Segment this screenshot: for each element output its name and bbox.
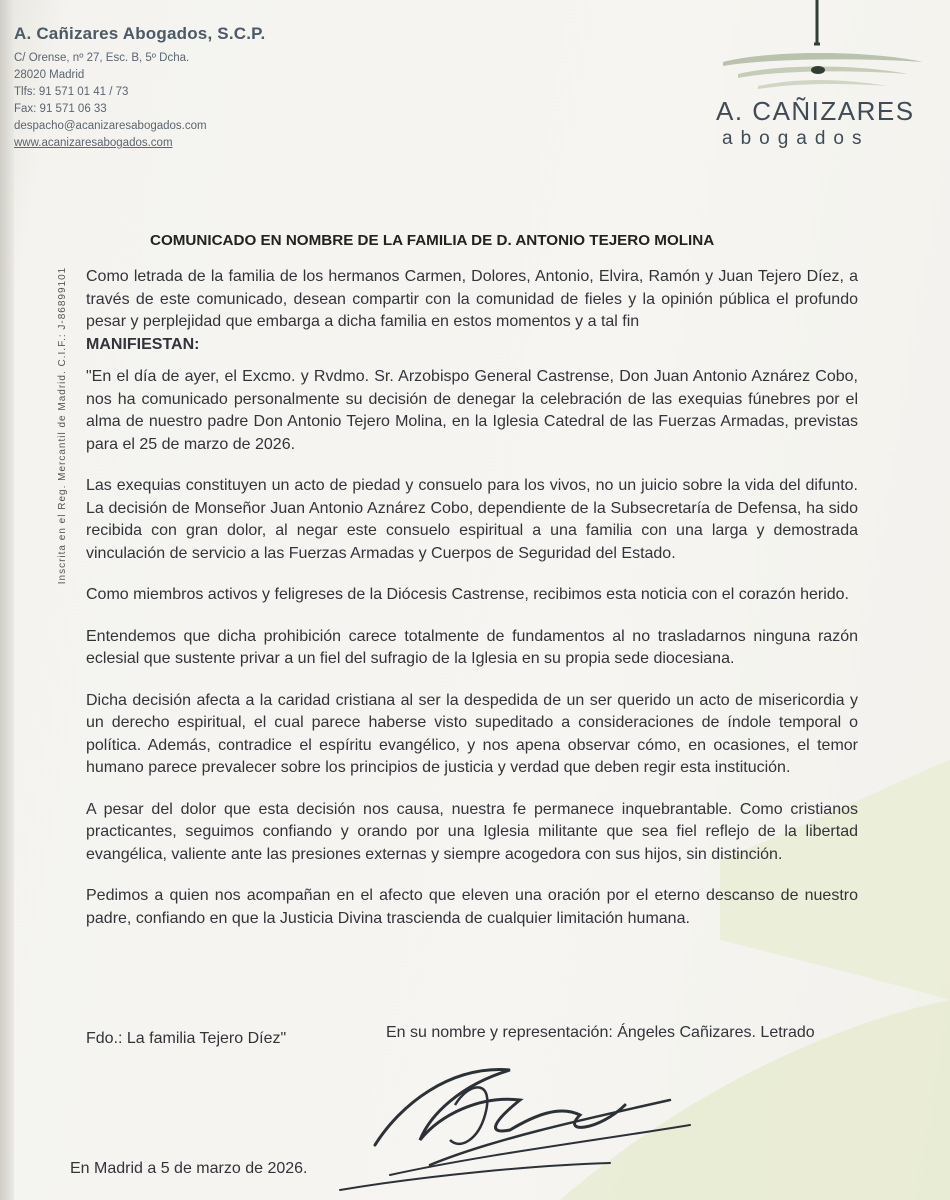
manifiestan-heading: MANIFIESTAN: (86, 335, 200, 353)
address-line-2: 28020 Madrid (14, 69, 85, 81)
representation-line: En su nombre y representación: Ángeles Cañizares. Letrado (386, 1024, 815, 1041)
website-link[interactable]: www.acanizaresabogados.com (14, 137, 173, 149)
phone-numbers: Tlfs: 91 571 01 41 / 73 (14, 86, 129, 98)
fax-number: Fax: 91 571 06 33 (14, 103, 107, 115)
body-paragraph: "En el día de ayer, el Excmo. y Rvdmo. Sr. Arzobispo General Castrense, Don Juan Antonio Aznárez Cobo, nos ha comunicado personalmente su decisión de denegar la celebración de las exequias fúnebres por el alma de nuestro padre Don Antonio Tejero Molina, en la Iglesia Catedral de las Fuerzas Armadas, previstas para el 25 de marzo de 2026. (86, 368, 858, 453)
logo-wordmark: A. CAÑIZARES (716, 96, 915, 126)
handwritten-signature-icon (280, 1045, 700, 1195)
body-paragraph: Como miembros activos y feligreses de la Diócesis Castrense, recibimos esta noticia con el corazón herido. (86, 586, 849, 603)
side-registration-text: Inscrita en el Reg. Mercantil de Madrid. C.I.F.: J-86899101 (57, 266, 69, 585)
document-title: COMUNICADO EN NOMBRE DE LA FAMILIA DE D. ANTONIO TEJERO MOLINA (150, 232, 715, 249)
document-body (86, 266, 858, 949)
intro-text: Como letrada de la familia de los hermanos Carmen, Dolores, Antonio, Elvira, Ramón y Juan Tejero Díez, a través de este comunicado, desean compartir con la comunidad de fieles y la opinión pública el profundo pesar y perplejidad que embarga a dicha familia en estos momentos y a tal fin (86, 268, 858, 330)
body-paragraph: Las exequias constituyen un acto de piedad y consuelo para los vivos, no un juicio sobre la vida del difunto. La decisión de Monseñor Juan Antonio Aznárez Cobo, dependiente de la Subsecretaría de Defensa, ha sido recibida con gran dolor, al negar este consuelo espiritual a una familia con una larga y demostrada vinculación de servicio a las Fuerzas Armadas y Cuerpos de Seguridad del Estado. (86, 477, 858, 562)
firm-name: A. Cañizares Abogados, S.C.P. (14, 24, 266, 43)
family-signature-line: Fdo.: La familia Tejero Díez" (86, 1030, 287, 1047)
email-address[interactable]: despacho@acanizaresabogados.com (14, 120, 207, 132)
intro-paragraph (86, 266, 858, 356)
body-paragraph: A pesar del dolor que esta decisión nos causa, nuestra fe permanece inquebrantable. Como cristianos practicantes, seguimos confiando y orando por una Iglesia militante que sea fiel reflejo de la libertad evangélica, valiente ante las presiones externas y siempre acogedora con sus hijos, sin distinción. (86, 800, 858, 863)
letterhead-contact (14, 24, 265, 152)
body-paragraph: Entendemos que dicha prohibición carece totalmente de fundamentos al no trasladarnos ninguna razón eclesial que sustente privar a un fiel del sufragio de la Iglesia en su propia sede diocesiana. (86, 627, 858, 667)
place-and-date: En Madrid a 5 de marzo de 2026. (70, 1160, 308, 1177)
logo-subtitle: abogados (722, 128, 870, 149)
body-paragraph: Pedimos a quien nos acompañan en el afecto que eleven una oración por el eterno descanso de nuestro padre, confiando en que la Justicia Divina trascienda de cualquier limitación humana. (86, 887, 858, 927)
body-paragraph: Dicha decisión afecta a la caridad cristiana al ser la despedida de un ser querido un acto de misericordia y un derecho espiritual, el cual parece haberse visto supeditado a consideraciones de índole temporal o política. Además, contradice el espíritu evangélico, y nos apena observar cómo, en ocasiones, el temor humano parece prevalecer sobre los principios de justicia y verdad que deben regir esta institución. (86, 691, 858, 776)
address-line-1: C/ Orense, nº 27, Esc. B, 5º Dcha. (14, 52, 190, 64)
